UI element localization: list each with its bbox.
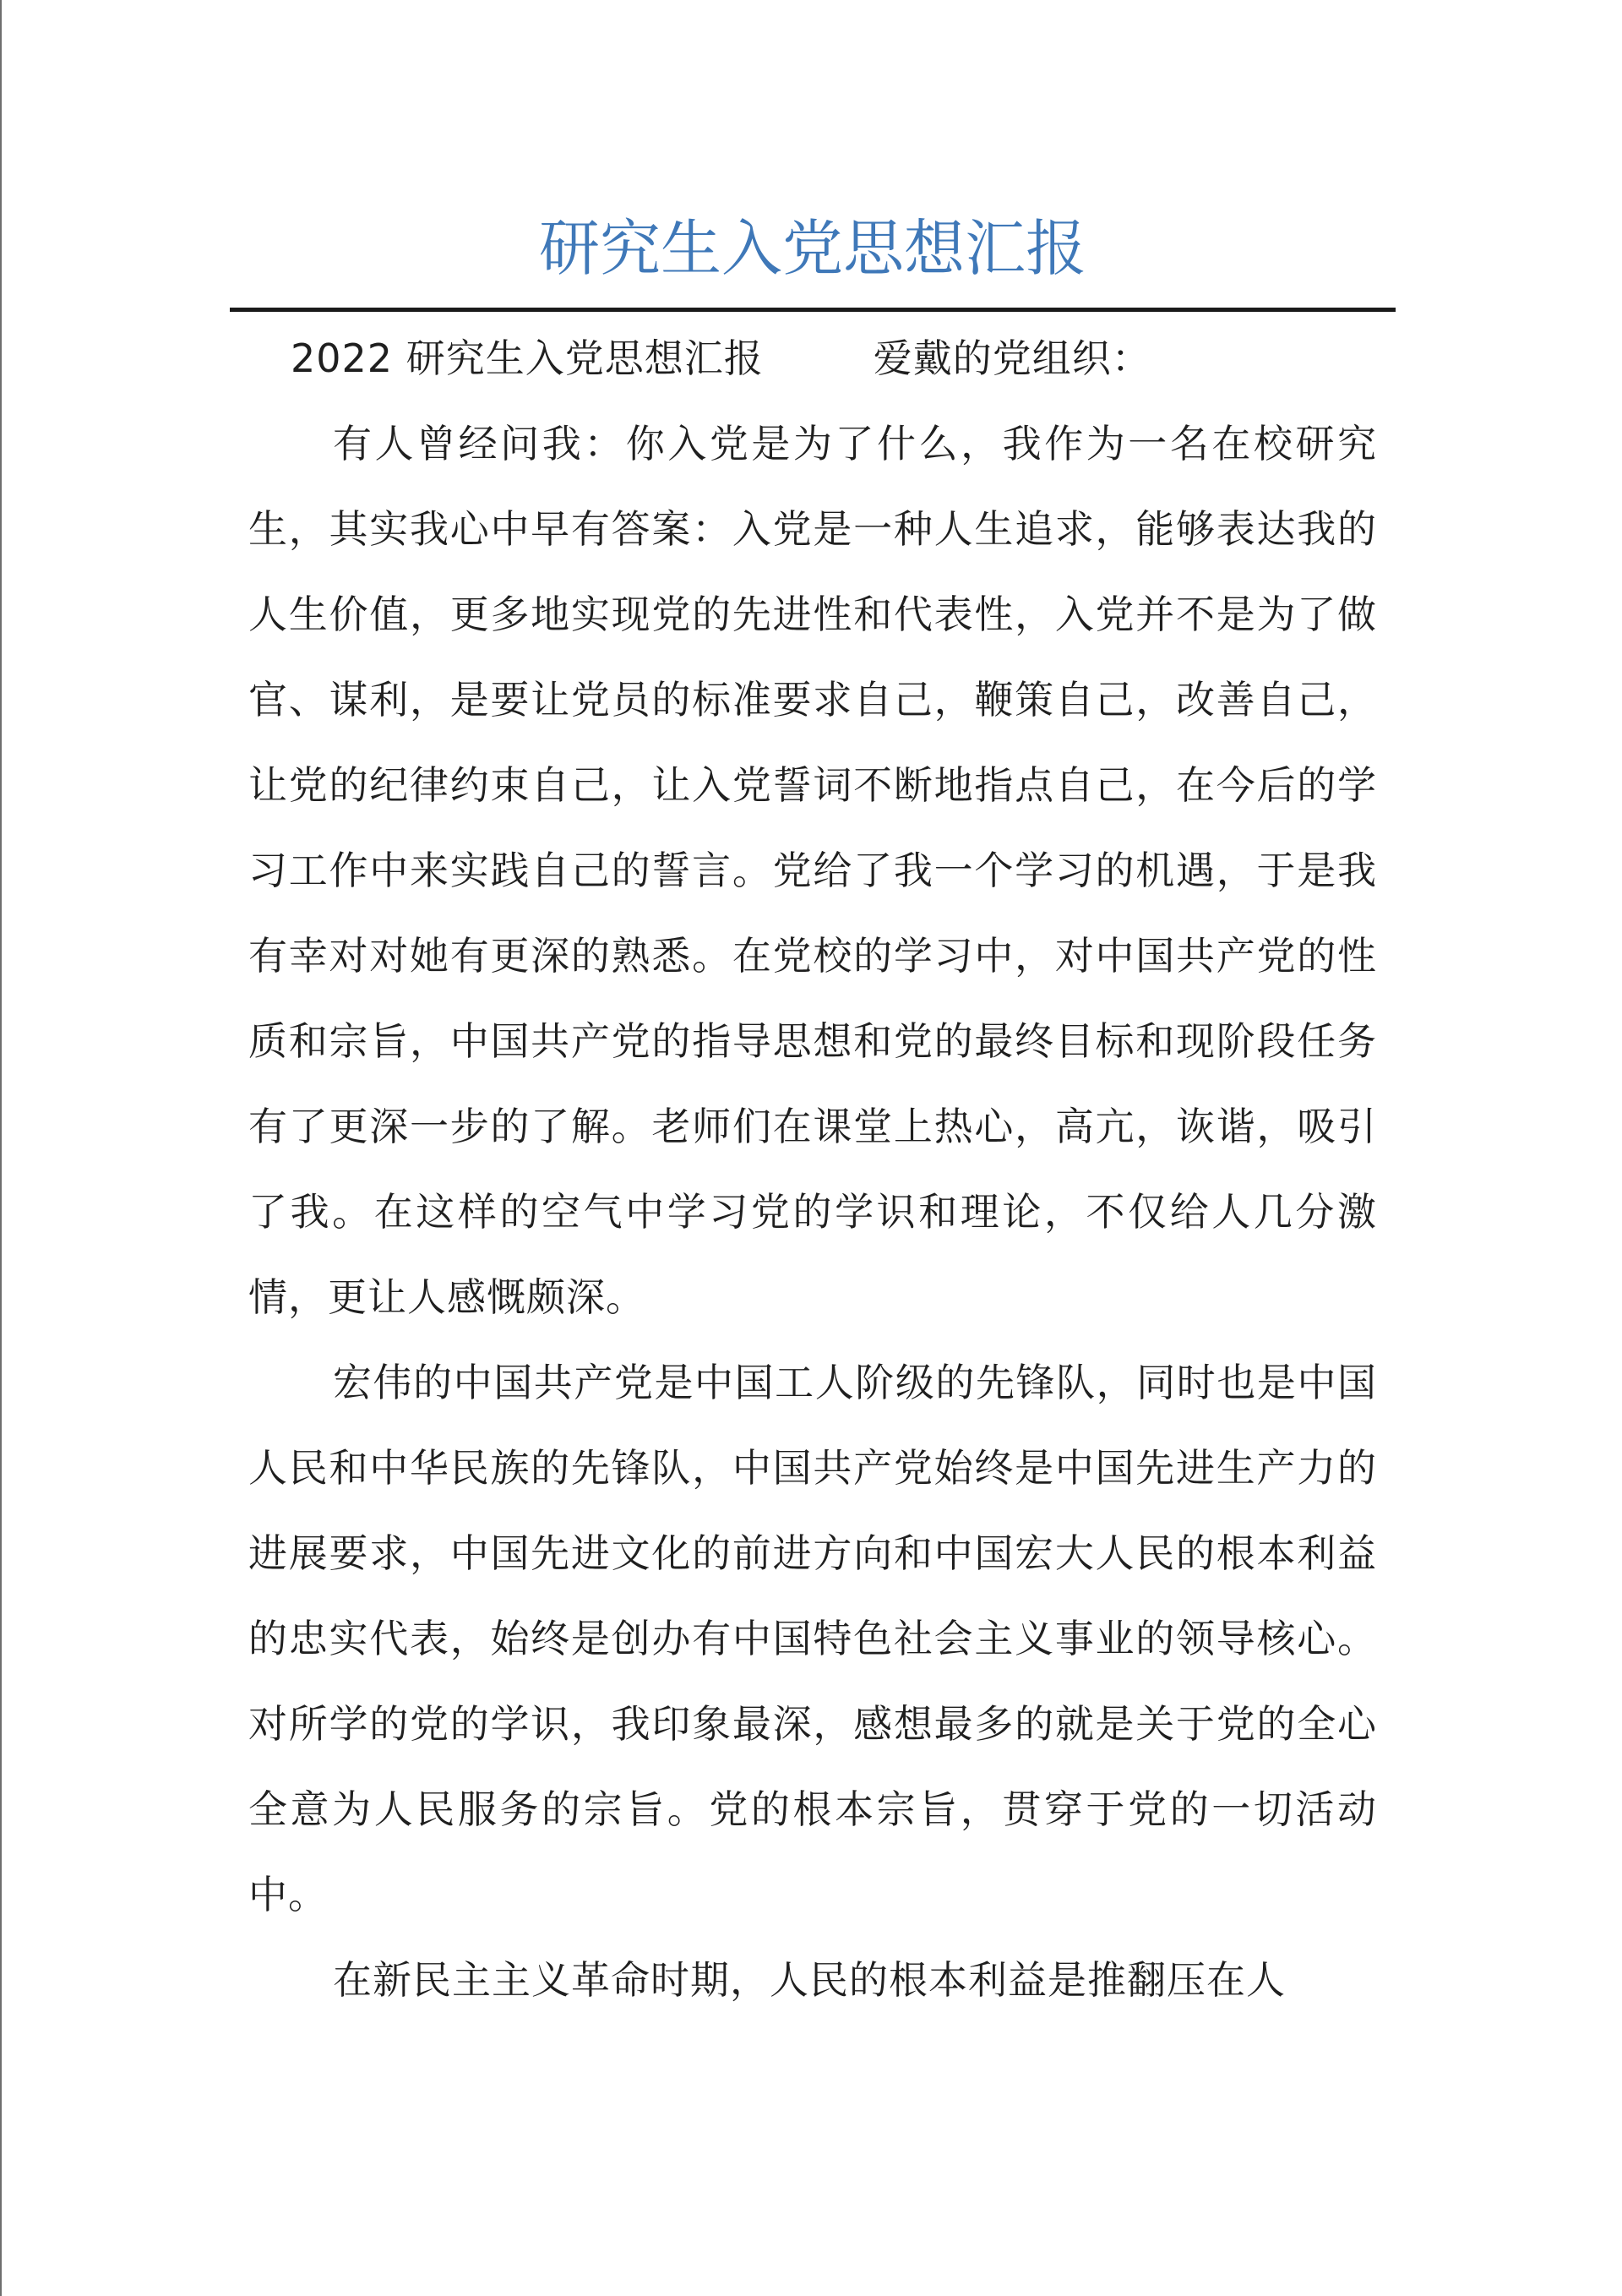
document-body (248, 316, 1377, 2023)
subtitle-line (291, 316, 1377, 401)
paragraph-3: 在新民主主义革命时期，人民的根本利益是推翻压在人 (333, 1957, 1286, 2003)
paragraph-1: 有人曾经问我：你入党是为了什么，我作为一名在校研究生，其实我心中早有答案：入党是一种人生追求，能够表达我的人生价值，更多地实现党的先进性和代表性，入党并不是为了做官、谋利，是要让党员的标准要求自己，鞭策自己，改善自己，让党的纪律约束自己，让入党誓词不断地指点自己，在今后的学习工作中来实践自己的誓言。党给了我一个学习的机遇，于是我有幸对对她有更深的熟悉。在党校的学习中，对中国共产党的性质和宗旨，中国共产党的指导思想和党的最终目标和现阶段任务有了更深一步的了解。老师们在课堂上热心，高亢，诙谐，吸引了我。在这样的空气中学习党的学识和理论，不仅给人几分激情，更让人感慨颇深。 (248, 421, 1377, 1320)
paragraph-2: 宏伟的中国共产党是中国工人阶级的先锋队，同时也是中国人民和中华民族的先锋队，中国共产党始终是中国先进生产力的进展要求，中国先进文化的前进方向和中国宏大人民的根本利益的忠实代表，始终是创办有中国特色社会主义事业的领导核心。对所学的党的学识，我印象最深，感想最多的就是关于党的全心全意为人民服务的宗旨。党的根本宗旨，贯穿于党的一切活动中。 (248, 1360, 1377, 1917)
document-title: 研究生入党思想汇报 (538, 213, 1086, 284)
salutation: 爱戴的党组织： (873, 335, 1151, 381)
title-divider (230, 308, 1396, 312)
document-subtitle: 2022 研究生入党思想汇报 (291, 335, 764, 381)
